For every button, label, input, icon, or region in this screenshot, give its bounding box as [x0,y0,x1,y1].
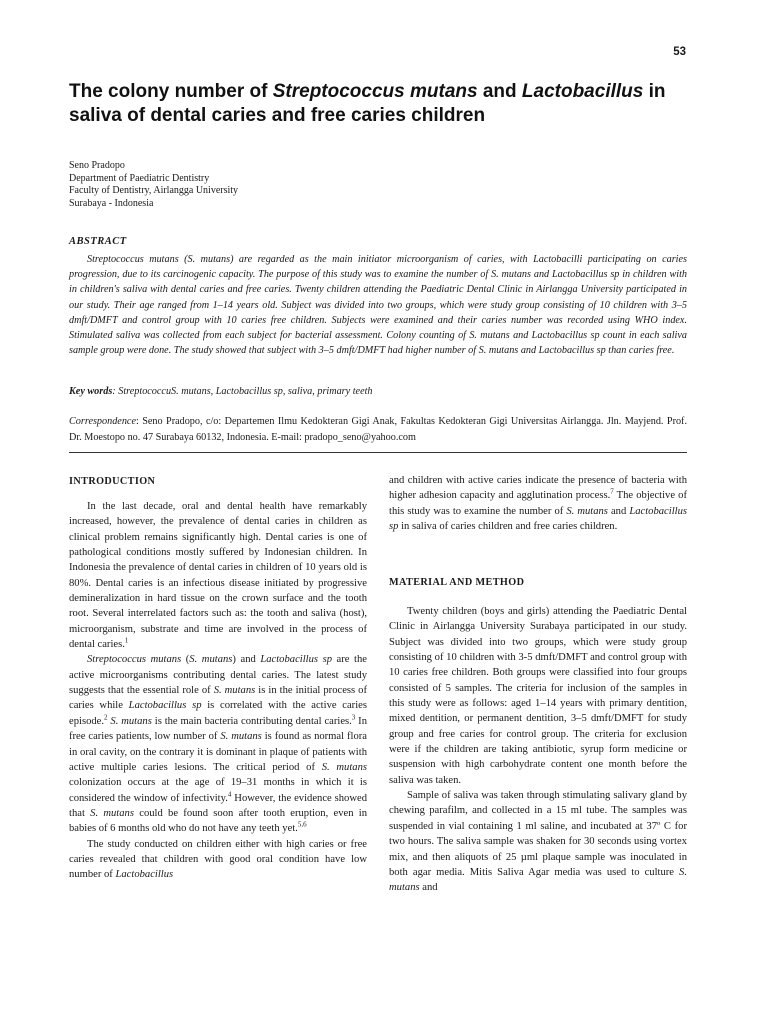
citation: 4 [227,790,232,798]
citation: 7 [610,487,614,496]
citation: 2 [104,713,108,722]
text-run: and [607,505,630,517]
text-run: in saliva of caries children and free caries children. [398,521,618,533]
text-run: ( [181,654,190,666]
author-block [69,160,569,210]
species-name: S. mutans [90,807,134,819]
species-name: S. mutans [220,731,262,743]
section-divider [69,452,687,453]
text-run: and children with active caries indicate the presence of bacteria with higher adhesion capacity and agglutination process. [389,475,687,502]
text-run: is in the initial process of caries while [69,685,368,712]
author-faculty: Faculty of Dentistry, Airlangga University [69,185,239,197]
keywords [69,386,687,397]
page-number: 53 [673,46,686,58]
correspondence [69,414,687,445]
species-name: S. mutans [566,505,608,517]
intro-p1-text: In the last decade, oral and dental health have remarkably increased, however, the prevalence of dental caries in children as clinical problem remains significantly high. Dental caries is one of pathological conditions mostly suffered by Indonesian children. In Indonesia the prevalence of dental caries in children of 10 years old is 80%. Dental caries is an infectious disease initiated by progressive demineralization in hard tissue on the crown surface and the tooth root. Several interrelated factors such as: the tooth and saliva (host), microorganism, substrate and time are involved in the process of dental caries. [69,501,367,651]
author-city: Surabaya - Indonesia [69,197,154,209]
author-department: Department of Paediatric Dentistry [69,172,210,184]
species-name: Lactobacillus sp [128,700,202,712]
citation: 5,6 [297,820,307,829]
correspondence-text: : Seno Pradopo, c/o: Departemen Ilmu Kedokteran Gigi Anak, Fakultas Kedokteran Gigi Universitas Airlangga. Jln. Mayjend. Prof. Dr. Moestopo no. 47 Surabaya 60132, Indonesia. E-mail: pradopo_seno@yahoo.com [69,416,687,443]
right-column-method [389,604,687,896]
keywords-label: Key words [69,386,113,397]
title-species-1: Streptococcus mutans [272,81,478,102]
abstract-text: Streptococcus mutans (S. mutans) are regarded as the main initiator microorganism of caries, with Lactobacilli participating on caries progression, due to its carcinogenic capacity. The purpose of this study was to examine the number of S. mutans and Lactobacillus sp in children with in children's saliva with dental caries and free caries. Twenty children attending the Paediatric Dental Clinic in Airlangga University participated in our study. Their age ranged from 1–14 years old. Subject was divided into two groups, which were study group consisting of 10 children with 3–5 dmft/DMFT and control group with 10 caries free children. Subjects were examined and their caries number was recorded using WHO index. Stimulated saliva was collected from each subject for bacterial assessment. Colony counting of S. mutans and Lactobacillus sp count in each saliva sample group were done. The study showed that subject with 3–5 dmft/DMFT had higher number of S. mutans and Lactobacillus sp than caries free. [69,254,687,357]
text-run: ) and [232,654,261,666]
right-column-top [389,473,687,534]
method-heading: MATERIAL AND METHOD [389,577,525,588]
species-name: Lactobacillus sp [389,505,688,533]
title-part-1: The colony number of [69,81,273,102]
title-part-2: and [477,81,522,102]
species-name: Lactobacillus [115,869,174,881]
left-column [69,499,367,883]
text-run: In free caries patients, low number of [69,715,368,743]
article-title [69,80,709,128]
title-species-2: Lactobacillus [521,81,644,102]
text-run: The objective of this study was to examine the number of [389,490,687,517]
species-name: S. mutans [389,866,687,894]
method-paragraph-2 [389,788,687,895]
citation: 1 [124,636,129,645]
text-run: are the active microorganisms contributing dental caries. The latest study suggests that the essential role of [69,654,367,697]
text-run: is found as normal flora in oral cavity, on the contrary it is dominant in plaque of patients with active multiple caries lesions. The critical period of [69,731,367,773]
text-run: could be found soon after tooth eruption, even in babies of 6 months old who do not have any teeth yet. [69,807,367,835]
species-name: S. mutans [110,715,152,727]
species-name: S. mutans [321,761,368,773]
species-name: Lactobacillus sp [260,654,332,666]
author-name: Seno Pradopo [69,160,125,171]
species-name: S. mutans [213,685,256,697]
correspondence-label: Correspondence [69,416,136,427]
keywords-text: : StreptococcuS. mutans, Lactobacillus sp, saliva, primary teeth [112,386,373,397]
text-run: The study conducted on children either with high caries or free caries revealed that children with good oral condition have low number of [69,838,367,881]
abstract-heading: ABSTRACT [69,236,127,247]
citation: 3 [351,713,356,722]
intro-paragraph-3-end [389,473,687,534]
intro-paragraph-3-start [69,837,367,883]
text-run: colonization occurs at the age of 19–31 months in which it is considered the window of infectivity. [69,777,367,804]
introduction-heading: INTRODUCTION [69,476,156,487]
text-run: and [419,882,438,894]
intro-paragraph-2 [69,652,367,836]
intro-paragraph-1 [69,499,367,652]
title-part-3: in saliva of dental caries and free caries children [69,81,666,126]
species-name: Streptococcus mutans [87,654,182,666]
species-name: S. mutans [189,654,233,666]
text-run: is correlated with the active caries episode. [69,700,367,727]
text-run: However, the evidence showed that [69,792,367,819]
method-paragraph-1: Twenty children (boys and girls) attending the Paediatric Dental Clinic in Airlangga University Surabaya participated in our study. Subject was divided into two groups, which were study group consisting of 10 children with 3-5 dmft/DMFT and control group with 10 caries free children. Both groups were classified into four groups consisted of 5 samples. The criteria for inclusion of the samples in this study were as follows: aged 1–14 years with primary dentition, mixed dentition, or permanent dentition, 3–5 dmft/DMFT for study group and free caries for control group. The criteria for exclusion were if the children are taking antibiotic, syrup form medicine or suspension with high carbohydrate content one month before the saliva was taken. [389,606,687,786]
text-run: Sample of saliva was taken through stimulating salivary gland by chewing parafilm, and collected in a 15 ml tube. The samples was suspended in vial containing 1 ml saline, and incubated at 37º C for two hours. The saliva sample was shaken for 30 seconds using vortex mix, and then aliquots of 25 µml plaque sample was inoculated in both agar media. Mitis Saliva Agar media was used to culture [389,790,687,878]
text-run: is the main bacteria contributing dental caries. [151,715,352,727]
